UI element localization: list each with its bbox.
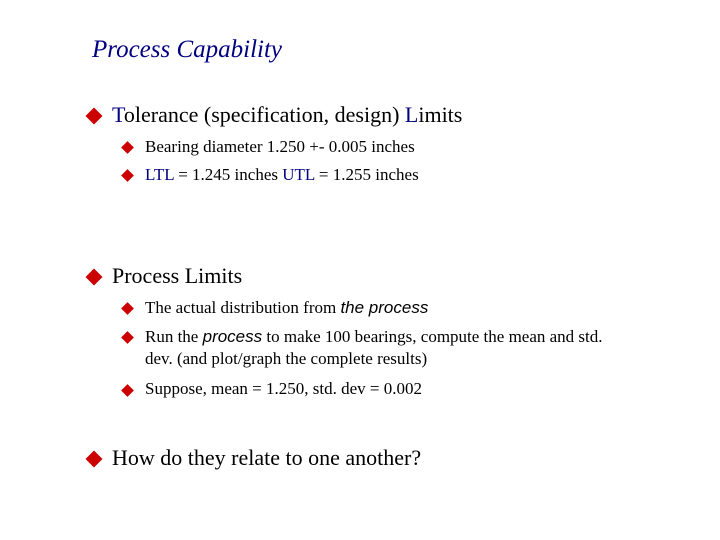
bearing-diameter-text: Bearing diameter 1.250 +- 0.005 inches xyxy=(145,137,415,156)
bullet-diamond-icon xyxy=(121,169,134,182)
bullet-diamond-icon xyxy=(121,302,134,315)
actual-distribution-text: The actual distribution from the process xyxy=(145,298,429,317)
run-process-text: Run the process to make 100 bearings, compute the mean and std. xyxy=(145,327,603,346)
bullet-diamond-icon xyxy=(86,451,103,468)
bullet-diamond-icon xyxy=(121,384,134,397)
suppose-text: Suppose, mean = 1.250, std. dev = 0.002 xyxy=(145,379,422,398)
bullet-diamond-icon xyxy=(86,269,103,286)
bullet-diamond-icon xyxy=(121,141,134,154)
bullet-diamond-icon xyxy=(86,108,103,125)
tolerance-heading: Tolerance (specification, design) Limits xyxy=(112,102,463,127)
slide-title: Process Capability xyxy=(92,36,283,63)
bullet-diamond-icon xyxy=(121,331,134,344)
process-limits-heading: Process Limits xyxy=(112,263,243,288)
run-process-text-cont: dev. (and plot/graph the complete results) xyxy=(145,349,428,368)
spec-limits-text: LTL = 1.245 inches UTL = 1.255 inches xyxy=(145,165,419,184)
relation-question-heading: How do they relate to one another? xyxy=(112,445,422,470)
